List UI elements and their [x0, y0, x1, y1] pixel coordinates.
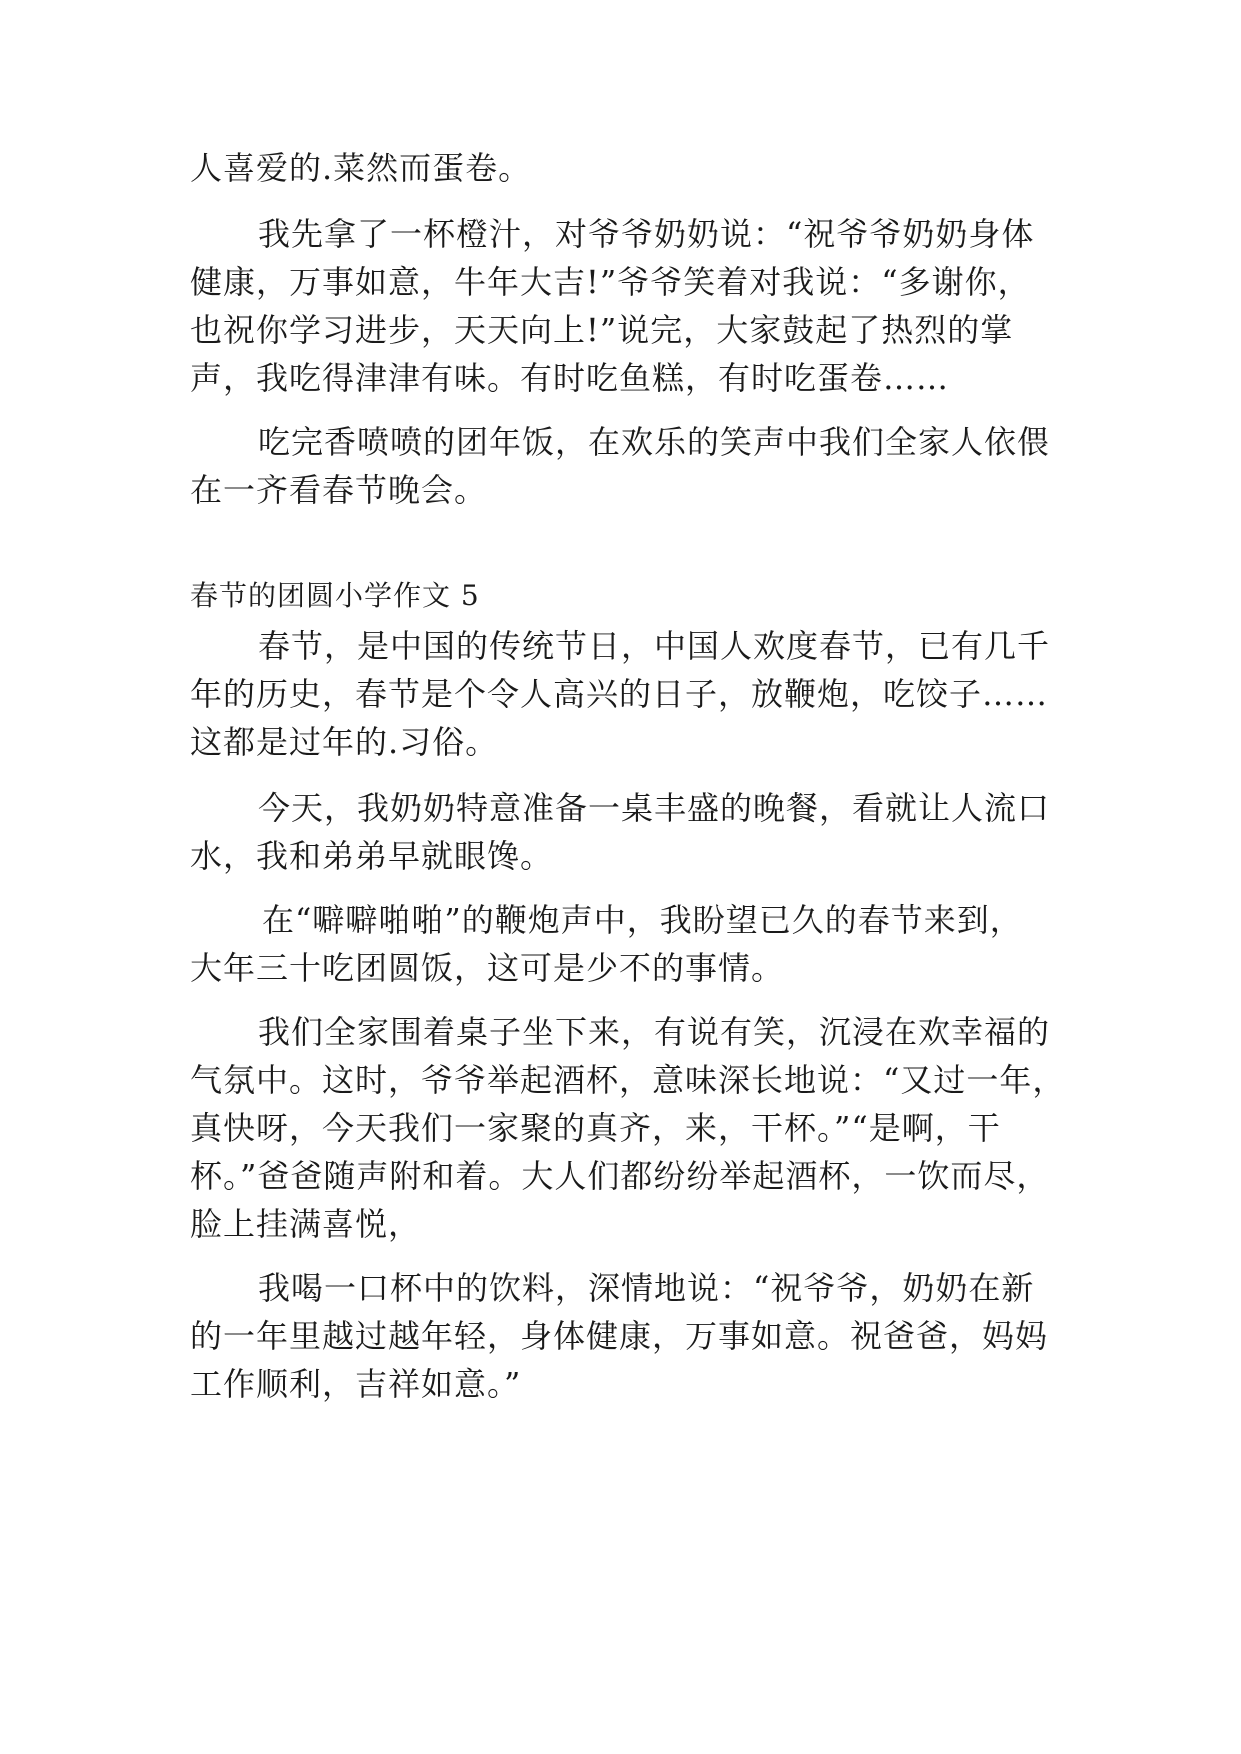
paragraph-line: 吃完香喷喷的团年饭，在欢乐的笑声中我们全家人依偎: [258, 423, 1051, 461]
paragraph-line: 今天，我奶奶特意准备一桌丰盛的晚餐，看就让人流口: [258, 789, 1051, 827]
paragraph-line: 声，我吃得津津有味。有时吃鱼糕，有时吃蛋卷……: [190, 359, 950, 397]
paragraph-line: 气氛中。这时，爷爷举起酒杯，意味深长地说：“又过一年，: [190, 1061, 1066, 1099]
paragraph-line: 在“噼噼啪啪”的鞭炮声中，我盼望已久的春节来到，: [262, 901, 1023, 939]
paragraph-line: 年的历史，春节是个令人高兴的日子，放鞭炮，吃饺子……: [190, 675, 1049, 713]
paragraph-line: 水，我和弟弟早就眼馋。: [190, 837, 554, 875]
paragraph-line: 也祝你学习进步，天天向上!”说完，大家鼓起了热烈的掌: [190, 311, 1014, 349]
paragraph-line: 杯。”爸爸随声附和着。大人们都纷纷举起酒杯，一饮而尽，: [190, 1157, 1050, 1195]
paragraph-line: 这都是过年的.习俗。: [190, 723, 499, 761]
paragraph-line: 真快呀，今天我们一家聚的真齐，来，干杯。”“是啊，干: [190, 1109, 1001, 1147]
paragraph-line: 的一年里越过越年轻，身体健康，万事如意。祝爸爸，妈妈: [190, 1317, 1049, 1355]
paragraph-line: 我喝一口杯中的饮料，深情地说：“祝爷爷，奶奶在新: [258, 1269, 1035, 1307]
section-heading: 春节的团圆小学作文 5: [190, 579, 480, 612]
paragraph-line: 健康，万事如意，牛年大吉!”爷爷笑着对我说：“多谢你，: [190, 263, 1031, 301]
paragraph-line: 脸上挂满喜悦，: [190, 1205, 422, 1243]
paragraph-line: 在一齐看春节晚会。: [190, 471, 488, 509]
paragraph-line: 春节，是中国的传统节日，中国人欢度春节，已有几千: [258, 627, 1051, 665]
paragraph-line: 我先拿了一杯橙汁，对爷爷奶奶说：“祝爷爷奶奶身体: [258, 215, 1035, 253]
paragraph-line: 工作顺利，吉祥如意。”: [190, 1365, 522, 1403]
paragraph-line: 我们全家围着桌子坐下来，有说有笑，沉浸在欢幸福的: [258, 1013, 1051, 1051]
paragraph-line: 人喜爱的.菜然而蛋卷。: [190, 149, 532, 187]
paragraph-line: 大年三十吃团圆饭，这可是少不的事情。: [190, 949, 785, 987]
